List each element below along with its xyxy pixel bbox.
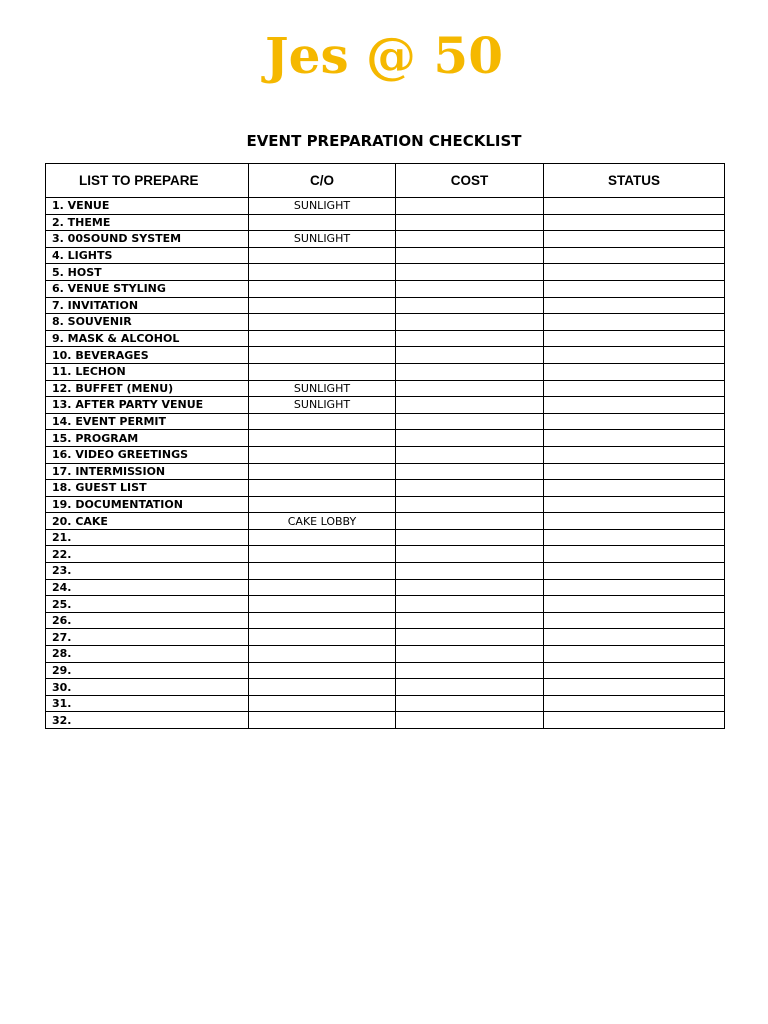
status-cell bbox=[544, 662, 725, 679]
cost-cell bbox=[396, 612, 544, 629]
co-cell bbox=[249, 314, 396, 331]
item-cell: 29. bbox=[46, 662, 249, 679]
table-row bbox=[46, 314, 725, 331]
item-cell: 26. bbox=[46, 612, 249, 629]
item-cell: 22. bbox=[46, 546, 249, 563]
status-cell bbox=[544, 513, 725, 530]
cost-cell bbox=[396, 463, 544, 480]
item-cell: 32. bbox=[46, 712, 249, 729]
status-cell bbox=[544, 247, 725, 264]
cost-cell bbox=[396, 214, 544, 231]
cost-cell bbox=[396, 496, 544, 513]
cost-cell bbox=[396, 297, 544, 314]
cost-cell bbox=[396, 546, 544, 563]
status-cell bbox=[544, 463, 725, 480]
table-row bbox=[46, 646, 725, 663]
table-header bbox=[46, 164, 725, 198]
item-cell: 20. CAKE bbox=[46, 513, 249, 530]
status-cell bbox=[544, 712, 725, 729]
table-row bbox=[46, 496, 725, 513]
status-cell bbox=[544, 579, 725, 596]
item-cell: 24. bbox=[46, 579, 249, 596]
cost-cell bbox=[396, 247, 544, 264]
co-cell bbox=[249, 695, 396, 712]
status-cell bbox=[544, 430, 725, 447]
item-cell: 12. BUFFET (MENU) bbox=[46, 380, 249, 397]
table-row bbox=[46, 695, 725, 712]
cost-cell bbox=[396, 629, 544, 646]
co-cell bbox=[249, 430, 396, 447]
status-cell bbox=[544, 231, 725, 248]
table-row bbox=[46, 446, 725, 463]
column-header-cost: COST bbox=[396, 164, 544, 198]
item-cell: 13. AFTER PARTY VENUE bbox=[46, 397, 249, 414]
co-cell bbox=[249, 596, 396, 613]
co-cell bbox=[249, 629, 396, 646]
table-row bbox=[46, 247, 725, 264]
status-cell bbox=[544, 314, 725, 331]
status-cell bbox=[544, 529, 725, 546]
status-cell bbox=[544, 646, 725, 663]
co-cell: CAKE LOBBY bbox=[249, 513, 396, 530]
table-row bbox=[46, 513, 725, 530]
cost-cell bbox=[396, 446, 544, 463]
item-cell: 1. VENUE bbox=[46, 198, 249, 215]
cost-cell bbox=[396, 231, 544, 248]
item-cell: 27. bbox=[46, 629, 249, 646]
status-cell bbox=[544, 280, 725, 297]
table-row bbox=[46, 430, 725, 447]
item-cell: 17. INTERMISSION bbox=[46, 463, 249, 480]
table-row bbox=[46, 363, 725, 380]
checklist-heading: EVENT PREPARATION CHECKLIST bbox=[246, 132, 522, 150]
item-cell: 11. LECHON bbox=[46, 363, 249, 380]
table-row bbox=[46, 231, 725, 248]
item-cell: 3. 00SOUND SYSTEM bbox=[46, 231, 249, 248]
co-cell bbox=[249, 529, 396, 546]
co-cell bbox=[249, 330, 396, 347]
table-body bbox=[46, 198, 725, 729]
cost-cell bbox=[396, 380, 544, 397]
co-cell bbox=[249, 679, 396, 696]
cost-cell bbox=[396, 662, 544, 679]
cost-cell bbox=[396, 646, 544, 663]
item-cell: 5. HOST bbox=[46, 264, 249, 281]
status-cell bbox=[544, 629, 725, 646]
co-cell bbox=[249, 662, 396, 679]
item-cell: 9. MASK & ALCOHOL bbox=[46, 330, 249, 347]
cost-cell bbox=[396, 679, 544, 696]
co-cell bbox=[249, 446, 396, 463]
item-cell: 18. GUEST LIST bbox=[46, 480, 249, 497]
co-cell bbox=[249, 214, 396, 231]
status-cell bbox=[544, 198, 725, 215]
cost-cell bbox=[396, 264, 544, 281]
cost-cell bbox=[396, 397, 544, 414]
cost-cell bbox=[396, 314, 544, 331]
cost-cell bbox=[396, 347, 544, 364]
status-cell bbox=[544, 596, 725, 613]
table-row bbox=[46, 198, 725, 215]
status-cell bbox=[544, 214, 725, 231]
item-cell: 7. INVITATION bbox=[46, 297, 249, 314]
item-cell: 28. bbox=[46, 646, 249, 663]
item-cell: 16. VIDEO GREETINGS bbox=[46, 446, 249, 463]
status-cell bbox=[544, 446, 725, 463]
table-row bbox=[46, 264, 725, 281]
co-cell bbox=[249, 463, 396, 480]
column-header-co: C/O bbox=[249, 164, 396, 198]
co-cell bbox=[249, 646, 396, 663]
cost-cell bbox=[396, 563, 544, 580]
cost-cell bbox=[396, 579, 544, 596]
table-row bbox=[46, 347, 725, 364]
status-cell bbox=[544, 264, 725, 281]
item-cell: 10. BEVERAGES bbox=[46, 347, 249, 364]
status-cell bbox=[544, 330, 725, 347]
co-cell bbox=[249, 413, 396, 430]
status-cell bbox=[544, 612, 725, 629]
item-cell: 15. PROGRAM bbox=[46, 430, 249, 447]
checklist-table bbox=[45, 163, 725, 729]
table-row bbox=[46, 563, 725, 580]
table-row bbox=[46, 679, 725, 696]
co-cell: SUNLIGHT bbox=[249, 397, 396, 414]
page-title: Jes @ 50 bbox=[264, 26, 503, 85]
table-row bbox=[46, 629, 725, 646]
column-header-list: LIST TO PREPARE bbox=[46, 164, 249, 198]
table-row bbox=[46, 596, 725, 613]
co-cell bbox=[249, 546, 396, 563]
status-cell bbox=[544, 480, 725, 497]
table-row bbox=[46, 330, 725, 347]
cost-cell bbox=[396, 596, 544, 613]
co-cell bbox=[249, 563, 396, 580]
cost-cell bbox=[396, 413, 544, 430]
status-cell bbox=[544, 496, 725, 513]
co-cell bbox=[249, 496, 396, 513]
status-cell bbox=[544, 679, 725, 696]
table-header-row bbox=[46, 164, 725, 198]
table-row bbox=[46, 712, 725, 729]
table-row bbox=[46, 579, 725, 596]
table-row bbox=[46, 529, 725, 546]
status-cell bbox=[544, 695, 725, 712]
cost-cell bbox=[396, 513, 544, 530]
table-row bbox=[46, 297, 725, 314]
table-row bbox=[46, 463, 725, 480]
table-row bbox=[46, 546, 725, 563]
item-cell: 21. bbox=[46, 529, 249, 546]
table-row bbox=[46, 214, 725, 231]
item-cell: 31. bbox=[46, 695, 249, 712]
co-cell bbox=[249, 480, 396, 497]
item-cell: 19. DOCUMENTATION bbox=[46, 496, 249, 513]
co-cell bbox=[249, 247, 396, 264]
item-cell: 8. SOUVENIR bbox=[46, 314, 249, 331]
item-cell: 14. EVENT PERMIT bbox=[46, 413, 249, 430]
co-cell: SUNLIGHT bbox=[249, 231, 396, 248]
co-cell bbox=[249, 347, 396, 364]
table-row bbox=[46, 662, 725, 679]
item-cell: 6. VENUE STYLING bbox=[46, 280, 249, 297]
status-cell bbox=[544, 413, 725, 430]
co-cell bbox=[249, 612, 396, 629]
cost-cell bbox=[396, 695, 544, 712]
co-cell bbox=[249, 579, 396, 596]
cost-cell bbox=[396, 430, 544, 447]
co-cell: SUNLIGHT bbox=[249, 198, 396, 215]
item-cell: 23. bbox=[46, 563, 249, 580]
co-cell: SUNLIGHT bbox=[249, 380, 396, 397]
status-cell bbox=[544, 347, 725, 364]
item-cell: 30. bbox=[46, 679, 249, 696]
status-cell bbox=[544, 563, 725, 580]
cost-cell bbox=[396, 529, 544, 546]
status-cell bbox=[544, 546, 725, 563]
status-cell bbox=[544, 297, 725, 314]
co-cell bbox=[249, 264, 396, 281]
status-cell bbox=[544, 397, 725, 414]
co-cell bbox=[249, 280, 396, 297]
item-cell: 2. THEME bbox=[46, 214, 249, 231]
table-row bbox=[46, 480, 725, 497]
cost-cell bbox=[396, 712, 544, 729]
co-cell bbox=[249, 363, 396, 380]
cost-cell bbox=[396, 198, 544, 215]
cost-cell bbox=[396, 363, 544, 380]
cost-cell bbox=[396, 280, 544, 297]
status-cell bbox=[544, 380, 725, 397]
column-header-status: STATUS bbox=[544, 164, 725, 198]
table-row bbox=[46, 413, 725, 430]
item-cell: 25. bbox=[46, 596, 249, 613]
table-row bbox=[46, 612, 725, 629]
table-row bbox=[46, 280, 725, 297]
co-cell bbox=[249, 712, 396, 729]
table-row bbox=[46, 397, 725, 414]
status-cell bbox=[544, 363, 725, 380]
table-row bbox=[46, 380, 725, 397]
cost-cell bbox=[396, 330, 544, 347]
item-cell: 4. LIGHTS bbox=[46, 247, 249, 264]
co-cell bbox=[249, 297, 396, 314]
cost-cell bbox=[396, 480, 544, 497]
